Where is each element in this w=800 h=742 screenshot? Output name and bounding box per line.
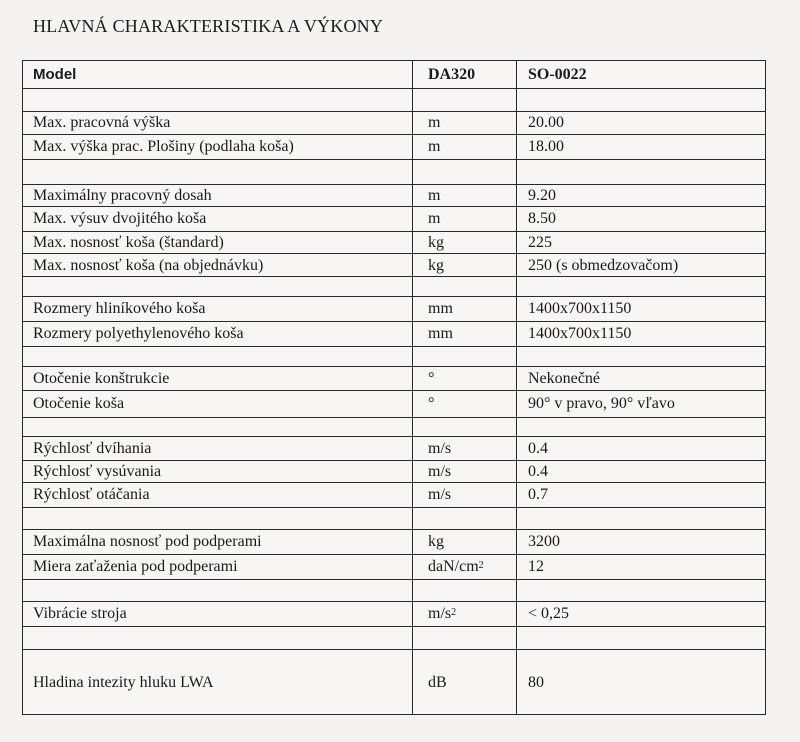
unit-cell <box>428 297 513 321</box>
unit-cell <box>428 347 513 366</box>
parameter-cell <box>33 89 413 111</box>
parameter-cell: Rýchlosť dvíhania <box>33 439 152 457</box>
table-row <box>23 482 765 507</box>
parameter-cell <box>33 160 413 184</box>
parameter-cell: Rozmery hliníkového koša <box>33 300 206 317</box>
unit-text: kg <box>428 233 444 251</box>
value-cell: 80 <box>528 674 544 691</box>
spacer-row <box>23 159 765 184</box>
table-row <box>23 529 765 554</box>
value-cell: 20.00 <box>528 114 564 131</box>
table-row <box>23 436 765 460</box>
value-cell <box>528 277 763 296</box>
unit-cell <box>428 508 513 529</box>
unit-cell: m/s $^2$ <box>428 605 457 622</box>
unit-cell <box>428 322 513 346</box>
table-row <box>23 134 765 159</box>
parameter-cell <box>33 418 413 436</box>
value-cell: < 0,25 <box>528 605 570 622</box>
value-cell <box>528 160 763 184</box>
value-cell: 0.7 <box>528 486 548 503</box>
parameter-cell <box>33 347 413 366</box>
value-cell <box>528 627 763 649</box>
parameter-cell: Maximálny pracovný dosah <box>33 186 212 204</box>
table-row <box>23 649 765 716</box>
parameter-cell: Otočenie konštrukcie <box>33 369 170 387</box>
unit-text: m <box>428 138 441 155</box>
value-cell: 0.4 <box>528 462 548 480</box>
unit-text: kg <box>428 257 444 274</box>
parameter-cell: Maximálna nosnosť pod podperami <box>33 533 262 550</box>
header-model: Model <box>33 66 77 83</box>
parameter-cell <box>33 627 413 649</box>
spacer-row <box>23 346 765 366</box>
table-row <box>23 366 765 390</box>
unit-cell <box>428 254 513 278</box>
unit-cell <box>428 277 513 296</box>
value-cell: 225 <box>528 233 552 251</box>
unit-text: m/s <box>428 486 452 503</box>
spacer-row <box>23 276 765 296</box>
unit-text: ° <box>428 395 435 412</box>
spacer-row <box>23 88 765 111</box>
unit-text: ° <box>428 369 435 387</box>
unit-cell <box>428 461 513 482</box>
page-heading: HLAVNÁ CHARAKTERISTIKA A VÝKONY <box>33 16 384 36</box>
table-row <box>23 296 765 321</box>
parameter-cell <box>33 508 413 529</box>
parameter-cell: Miera zaťaženia pod podperami <box>33 558 238 575</box>
header-serial: SO-0022 <box>528 65 587 83</box>
parameter-cell: Rýchlosť otáčania <box>33 486 150 503</box>
spacer-row <box>23 417 765 436</box>
table-row <box>23 111 765 134</box>
unit-cell <box>428 135 513 159</box>
parameter-cell: Max. výška prac. Plošiny (podlaha koša) <box>33 138 294 155</box>
parameter-cell: Otočenie koša <box>33 395 125 412</box>
unit-cell <box>428 160 513 184</box>
unit-cell <box>428 232 513 253</box>
value-cell: 1400x700x1150 <box>528 300 632 317</box>
unit-cell <box>428 185 513 206</box>
spacer-row <box>23 507 765 529</box>
value-cell: 3200 <box>528 533 560 550</box>
unit-cell <box>428 580 513 601</box>
value-cell: 250 (s obmedzovačom) <box>528 257 679 274</box>
parameter-cell: Max. nosnosť koša (na objednávku) <box>33 257 264 274</box>
table-row <box>23 231 765 253</box>
unit-cell <box>428 207 513 231</box>
unit-text: dB <box>428 674 447 691</box>
value-cell <box>528 418 763 436</box>
parameter-cell: Max. výsuv dvojitého koša <box>33 210 207 227</box>
unit-text: m/s <box>428 605 452 622</box>
unit-text: m <box>428 186 441 204</box>
unit-text: mm <box>428 300 453 317</box>
unit-cell <box>428 418 513 436</box>
table-row <box>23 601 765 626</box>
unit-text: mm <box>428 325 453 342</box>
unit-text: m <box>428 114 441 131</box>
unit-text: daN/cm <box>428 558 479 575</box>
parameter-cell: Rozmery polyethylenového koša <box>33 325 244 342</box>
unit-cell <box>428 627 513 649</box>
table-row <box>23 390 765 417</box>
parameter-cell: Vibrácie stroja <box>33 605 127 622</box>
value-cell: 8.50 <box>528 210 556 227</box>
value-cell: 90° v pravo, 90° vľavo <box>528 395 675 412</box>
spacer-row <box>23 626 765 649</box>
unit-cell <box>428 89 513 111</box>
value-cell <box>528 508 763 529</box>
value-cell: Nekonečné <box>528 369 600 387</box>
unit-cell <box>428 437 513 460</box>
parameter-cell: Hladina intezity hluku LWA <box>33 674 214 691</box>
unit-text: m/s <box>428 462 452 480</box>
value-cell: 9.20 <box>528 186 556 204</box>
parameter-cell: Rýchlosť vysúvania <box>33 462 162 480</box>
table-row <box>23 321 765 346</box>
unit-cell: daN/cm $^2$ <box>428 558 484 575</box>
parameter-cell <box>33 277 413 296</box>
parameter-cell <box>33 580 413 601</box>
unit-cell <box>428 530 513 554</box>
value-cell <box>528 89 763 111</box>
unit-text: m/s <box>428 439 452 457</box>
value-cell: 1400x700x1150 <box>528 325 632 342</box>
unit-text: m <box>428 210 441 227</box>
value-cell: 18.00 <box>528 138 564 155</box>
table-row <box>23 206 765 231</box>
unit-cell <box>428 650 513 716</box>
value-cell <box>528 347 763 366</box>
unit-cell <box>428 367 513 390</box>
table-row <box>23 460 765 482</box>
table-row <box>23 554 765 579</box>
unit-cell <box>428 112 513 134</box>
value-cell <box>528 580 763 601</box>
parameter-cell: Max. pracovná výška <box>33 114 171 131</box>
value-cell: 0.4 <box>528 439 548 457</box>
table-row <box>23 184 765 206</box>
unit-cell <box>428 391 513 417</box>
table-header-row <box>23 61 765 88</box>
value-cell: 12 <box>528 558 544 575</box>
spacer-row <box>23 579 765 601</box>
unit-cell <box>428 483 513 507</box>
header-model-code: DA320 <box>428 65 476 83</box>
unit-text: kg <box>428 533 444 550</box>
parameter-cell: Max. nosnosť koša (štandard) <box>33 233 224 251</box>
table-row <box>23 253 765 278</box>
spec-table <box>22 60 766 715</box>
